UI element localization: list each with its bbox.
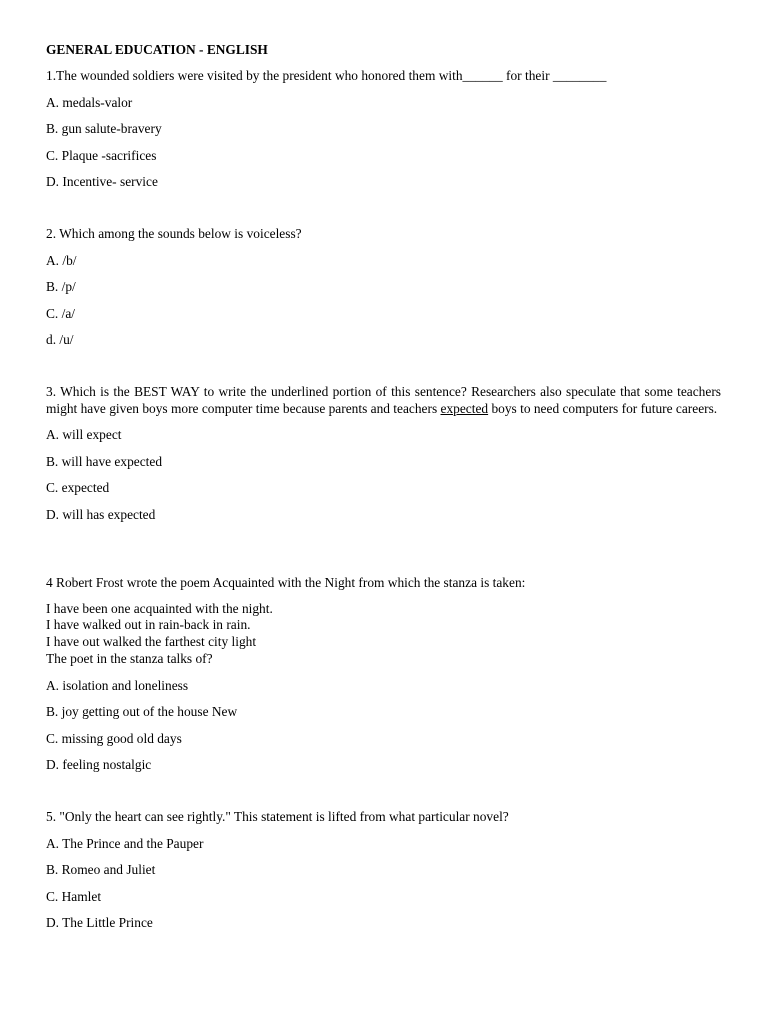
option-b: B. joy getting out of the house New [46,704,238,720]
question-text [46,384,721,417]
option-d: D. feeling nostalgic [46,757,152,773]
option-a: A. medals-valor [46,94,133,110]
stanza-line: I have walked out in rain-back in rain. [46,617,251,633]
poem-stanza [46,601,721,668]
question-4 [46,575,721,774]
question-1 [46,68,721,191]
option-d: D. Incentive- service [46,174,158,189]
question-text-after: boys to need computers for future careers. [488,400,718,416]
question-2 [46,226,721,349]
question-text: 1.The wounded soldiers were visited by the president who honored them with______ for their ________ [46,68,607,83]
question-text: 4 Robert Frost wrote the poem Acquainted with the Night from which the stanza is taken: [46,575,526,590]
stanza-line: The poet in the stanza talks of? [46,650,213,666]
option-b: B. /p/ [46,279,76,294]
option-d: d. /u/ [46,332,74,347]
option-a: A. The Prince and the Pauper [46,835,204,851]
option-c: C. Hamlet [46,888,102,904]
question-5 [46,809,721,932]
underlined-word: expected [440,400,489,416]
option-a: A. /b/ [46,252,77,268]
option-a: A. will expect [46,427,122,442]
stanza-line: I have been one acquainted with the night. [46,600,273,616]
question-text: 5. "Only the heart can see rightly." This statement is lifted from what particular novel? [46,809,509,824]
option-c: C. missing good old days [46,730,182,746]
stanza-line: I have out walked the farthest city light [46,634,257,650]
option-c: C. /a/ [46,305,76,321]
document-title: GENERAL EDUCATION - ENGLISH [46,42,268,57]
option-c: C. Plaque -sacrifices [46,147,157,163]
option-b: B. will have expected [46,453,163,469]
option-a: A. isolation and loneliness [46,677,189,693]
option-c: C. expected [46,480,110,495]
question-text-before: 3. Which is the BEST WAY to write the underlined portion of this sentence? Researchers also speculate that some teachers might have given boys more computer time because parents and teachers [46,384,721,416]
option-b: B. Romeo and Juliet [46,862,156,877]
option-d: D. The Little Prince [46,915,153,930]
option-b: B. gun salute-bravery [46,121,162,136]
option-d: D. will has expected [46,506,156,522]
question-3 [46,384,721,523]
question-text: 2. Which among the sounds below is voiceless? [46,226,302,241]
